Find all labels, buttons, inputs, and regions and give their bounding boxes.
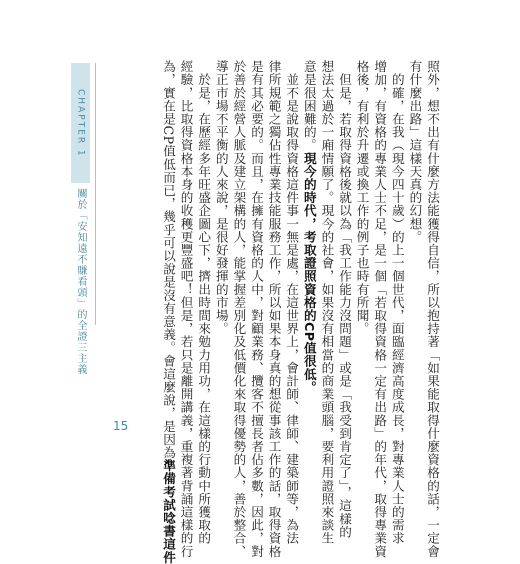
text-segment: 格後，有利於升遷或換工作的例子也時有所聞。 [354,60,370,336]
text-column [161,60,176,564]
text-segment: 經驗，比取得資格本身的收穫更豐盛吧！但是，若只是離開講義，重複著背誦這樣的行 [178,60,194,558]
text-segment: 於善於經營人脈及建立架構的人，能掌握差別化及低價化來取得優勢的人，善於整合、 [231,60,247,558]
text-column [179,60,194,558]
text-column [302,60,317,394]
text-segment: 並不是說取得資格這件事一無是處，在這世界上，會計師、律師、建築師等，為法 [284,60,300,545]
highlighted-text: 準備考試唸書這件 [161,459,176,564]
text-column [319,60,334,545]
text-segment: 律所規範之獨佔性專業技能服務工作，所以如果本身真的想從事該工作的話，取得資格 [266,60,282,558]
text-column [355,60,370,335]
text-segment: 有什麼出路」這樣天真的幻想。 [407,60,423,244]
text-column [372,60,387,558]
text-segment: 照外，想不出有什麼方法能獲得自信，所以抱持著「如果能取得什麼資格的話，一定會 [425,60,440,558]
text-segment: 為，實在是CP值低而已，幾乎可以說是沒有意義。會這麼說，是因為 [161,60,176,460]
text-segment: 導正市場不平衡的人來說，是很好發揮的市場。 [213,60,229,336]
sidebar-divider [95,63,96,325]
text-column [196,60,211,545]
text-segment: 但是，若取得資格後就以為「我工作能力沒問題」或是「我受到肯定了」，這樣的 [337,60,352,539]
text-column [390,60,405,545]
text-column [249,60,264,558]
text-column [267,60,282,558]
text-column [231,60,246,558]
text-segment: 的確，在我（現今四十歲）的上一個世代，面臨經濟高度成長，對專業人士的需求 [389,60,405,545]
highlighted-text: 現今的時代，考取證照資格的CP值很低。 [301,151,317,394]
text-segment: 是有其必要的。而且，在擁有資格的人中，對顧業務、攬客不擅長者佔多數，因此，對 [249,60,264,558]
text-segment: 增加，有資格的專業人士不足，是一個「若取得資格一定有出路」的年代，取得專業資 [372,60,388,558]
text-segment: 於是，在歷經多年旺盛企圖心下，擠出時間來勉力用功，在這樣的行動中所獲取的 [196,60,212,545]
text-column [284,60,299,545]
text-column [407,60,422,243]
page-number: 15 [113,419,129,433]
text-column [425,60,440,558]
running-chapter-title: 關於「安知遠不賺看頭」的全證三主義 [75,188,86,375]
text-column [337,60,352,538]
text-segment: 意是很困難的。 [301,60,317,152]
text-segment: 想法太過於一廂情願了。現今的社會，如果沒有相當的商業頭腦，要利用證照來談生 [319,60,335,545]
chapter-tab: CHAPTER 1 [71,63,90,183]
text-column [214,60,229,335]
